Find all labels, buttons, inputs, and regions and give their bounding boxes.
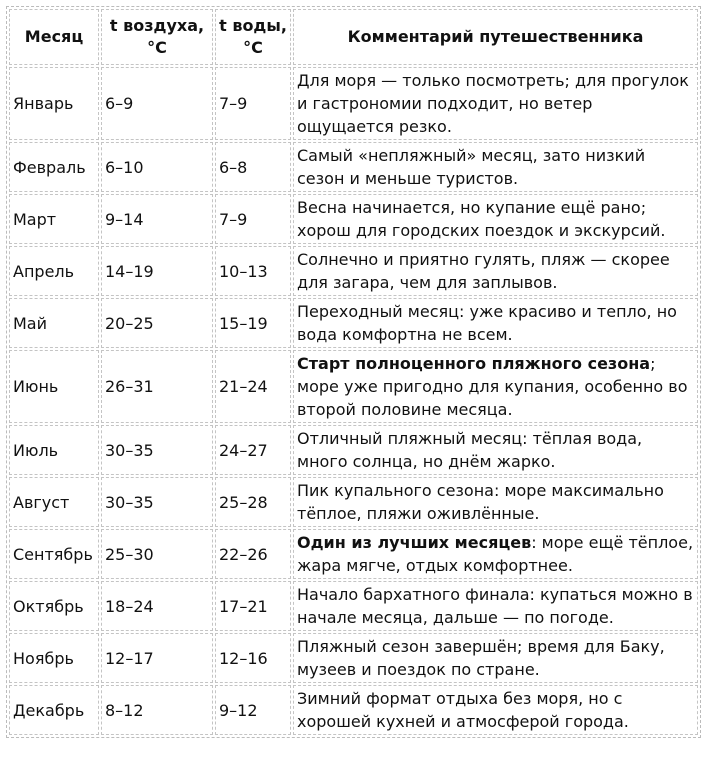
comment-text: Отличный пляжный месяц: тёплая вода, много солнца, но днём жарко. (297, 429, 643, 471)
water-temp-cell: 22–26 (215, 529, 291, 579)
comment-text: ; море уже пригодно для купания, особенно во второй половине месяца. (297, 354, 688, 419)
water-temp-cell: 12–16 (215, 633, 291, 683)
comment-cell (293, 298, 698, 348)
comment-cell (293, 246, 698, 296)
comment-highlight: Один из лучших месяцев (297, 533, 532, 552)
header-water-temp: t воды, °C (215, 9, 291, 65)
header-air-temp: t воздуха, °C (101, 9, 213, 65)
month-cell: Октябрь (9, 581, 99, 631)
comment-text: Пляжный сезон завершён; время для Баку, музеев и поездок по стране. (297, 637, 665, 679)
air-temp-cell: 26–31 (101, 350, 213, 423)
comment-cell (293, 581, 698, 631)
climate-table (6, 6, 701, 738)
table-row (9, 529, 698, 579)
month-cell: Май (9, 298, 99, 348)
table-row (9, 425, 698, 475)
table-row (9, 194, 698, 244)
comment-text: Для моря — только посмотреть; для прогулок и гастрономии подходит, но ветер ощущается резко. (297, 71, 689, 136)
header-row (9, 9, 698, 65)
header-month: Месяц (9, 9, 99, 65)
month-cell: Январь (9, 67, 99, 140)
air-temp-cell: 9–14 (101, 194, 213, 244)
comment-cell (293, 633, 698, 683)
comment-cell (293, 350, 698, 423)
water-temp-cell: 6–8 (215, 142, 291, 192)
water-temp-cell: 7–9 (215, 67, 291, 140)
table-row (9, 142, 698, 192)
table-row (9, 298, 698, 348)
air-temp-cell: 12–17 (101, 633, 213, 683)
water-temp-cell: 15–19 (215, 298, 291, 348)
comment-text: Солнечно и приятно гулять, пляж — скорее для загара, чем для заплывов. (297, 250, 670, 292)
comment-highlight: Старт полноценного пляжного сезона (297, 354, 651, 373)
header-comment: Комментарий путешественника (293, 9, 698, 65)
water-temp-cell: 21–24 (215, 350, 291, 423)
air-temp-cell: 30–35 (101, 425, 213, 475)
air-temp-cell: 6–9 (101, 67, 213, 140)
comment-text: Начало бархатного финала: купаться можно в начале месяца, дальше — по погоде. (297, 585, 693, 627)
comment-text: Зимний формат отдыха без моря, но с хорошей кухней и атмосферой города. (297, 689, 629, 731)
table-row (9, 633, 698, 683)
comment-cell (293, 477, 698, 527)
comment-cell (293, 142, 698, 192)
comment-cell (293, 194, 698, 244)
table-row (9, 581, 698, 631)
comment-text: Самый «непляжный» месяц, зато низкий сезон и меньше туристов. (297, 146, 646, 188)
air-temp-cell: 20–25 (101, 298, 213, 348)
air-temp-cell: 18–24 (101, 581, 213, 631)
water-temp-cell: 7–9 (215, 194, 291, 244)
water-temp-cell: 17–21 (215, 581, 291, 631)
month-cell: Декабрь (9, 685, 99, 735)
month-cell: Февраль (9, 142, 99, 192)
air-temp-cell: 6–10 (101, 142, 213, 192)
month-cell: Июнь (9, 350, 99, 423)
water-temp-cell: 9–12 (215, 685, 291, 735)
table-row (9, 67, 698, 140)
month-cell: Апрель (9, 246, 99, 296)
table-row (9, 246, 698, 296)
comment-cell (293, 67, 698, 140)
table-row (9, 477, 698, 527)
comment-text: Весна начинается, но купание ещё рано; хорош для городских поездок и экскурсий. (297, 198, 666, 240)
comment-text: Переходный месяц: уже красиво и тепло, но вода комфортна не всем. (297, 302, 677, 344)
month-cell: Июль (9, 425, 99, 475)
air-temp-cell: 30–35 (101, 477, 213, 527)
air-temp-cell: 25–30 (101, 529, 213, 579)
water-temp-cell: 24–27 (215, 425, 291, 475)
month-cell: Август (9, 477, 99, 527)
air-temp-cell: 8–12 (101, 685, 213, 735)
comment-cell (293, 685, 698, 735)
comment-text: : море ещё тёплое, жара мягче, отдых комфортнее. (297, 533, 694, 575)
comment-cell (293, 425, 698, 475)
comment-text: Пик купального сезона: море максимально тёплое, пляжи оживлённые. (297, 481, 664, 523)
water-temp-cell: 25–28 (215, 477, 291, 527)
water-temp-cell: 10–13 (215, 246, 291, 296)
month-cell: Ноябрь (9, 633, 99, 683)
comment-cell (293, 529, 698, 579)
table-row (9, 685, 698, 735)
month-cell: Март (9, 194, 99, 244)
air-temp-cell: 14–19 (101, 246, 213, 296)
month-cell: Сентябрь (9, 529, 99, 579)
table-row (9, 350, 698, 423)
